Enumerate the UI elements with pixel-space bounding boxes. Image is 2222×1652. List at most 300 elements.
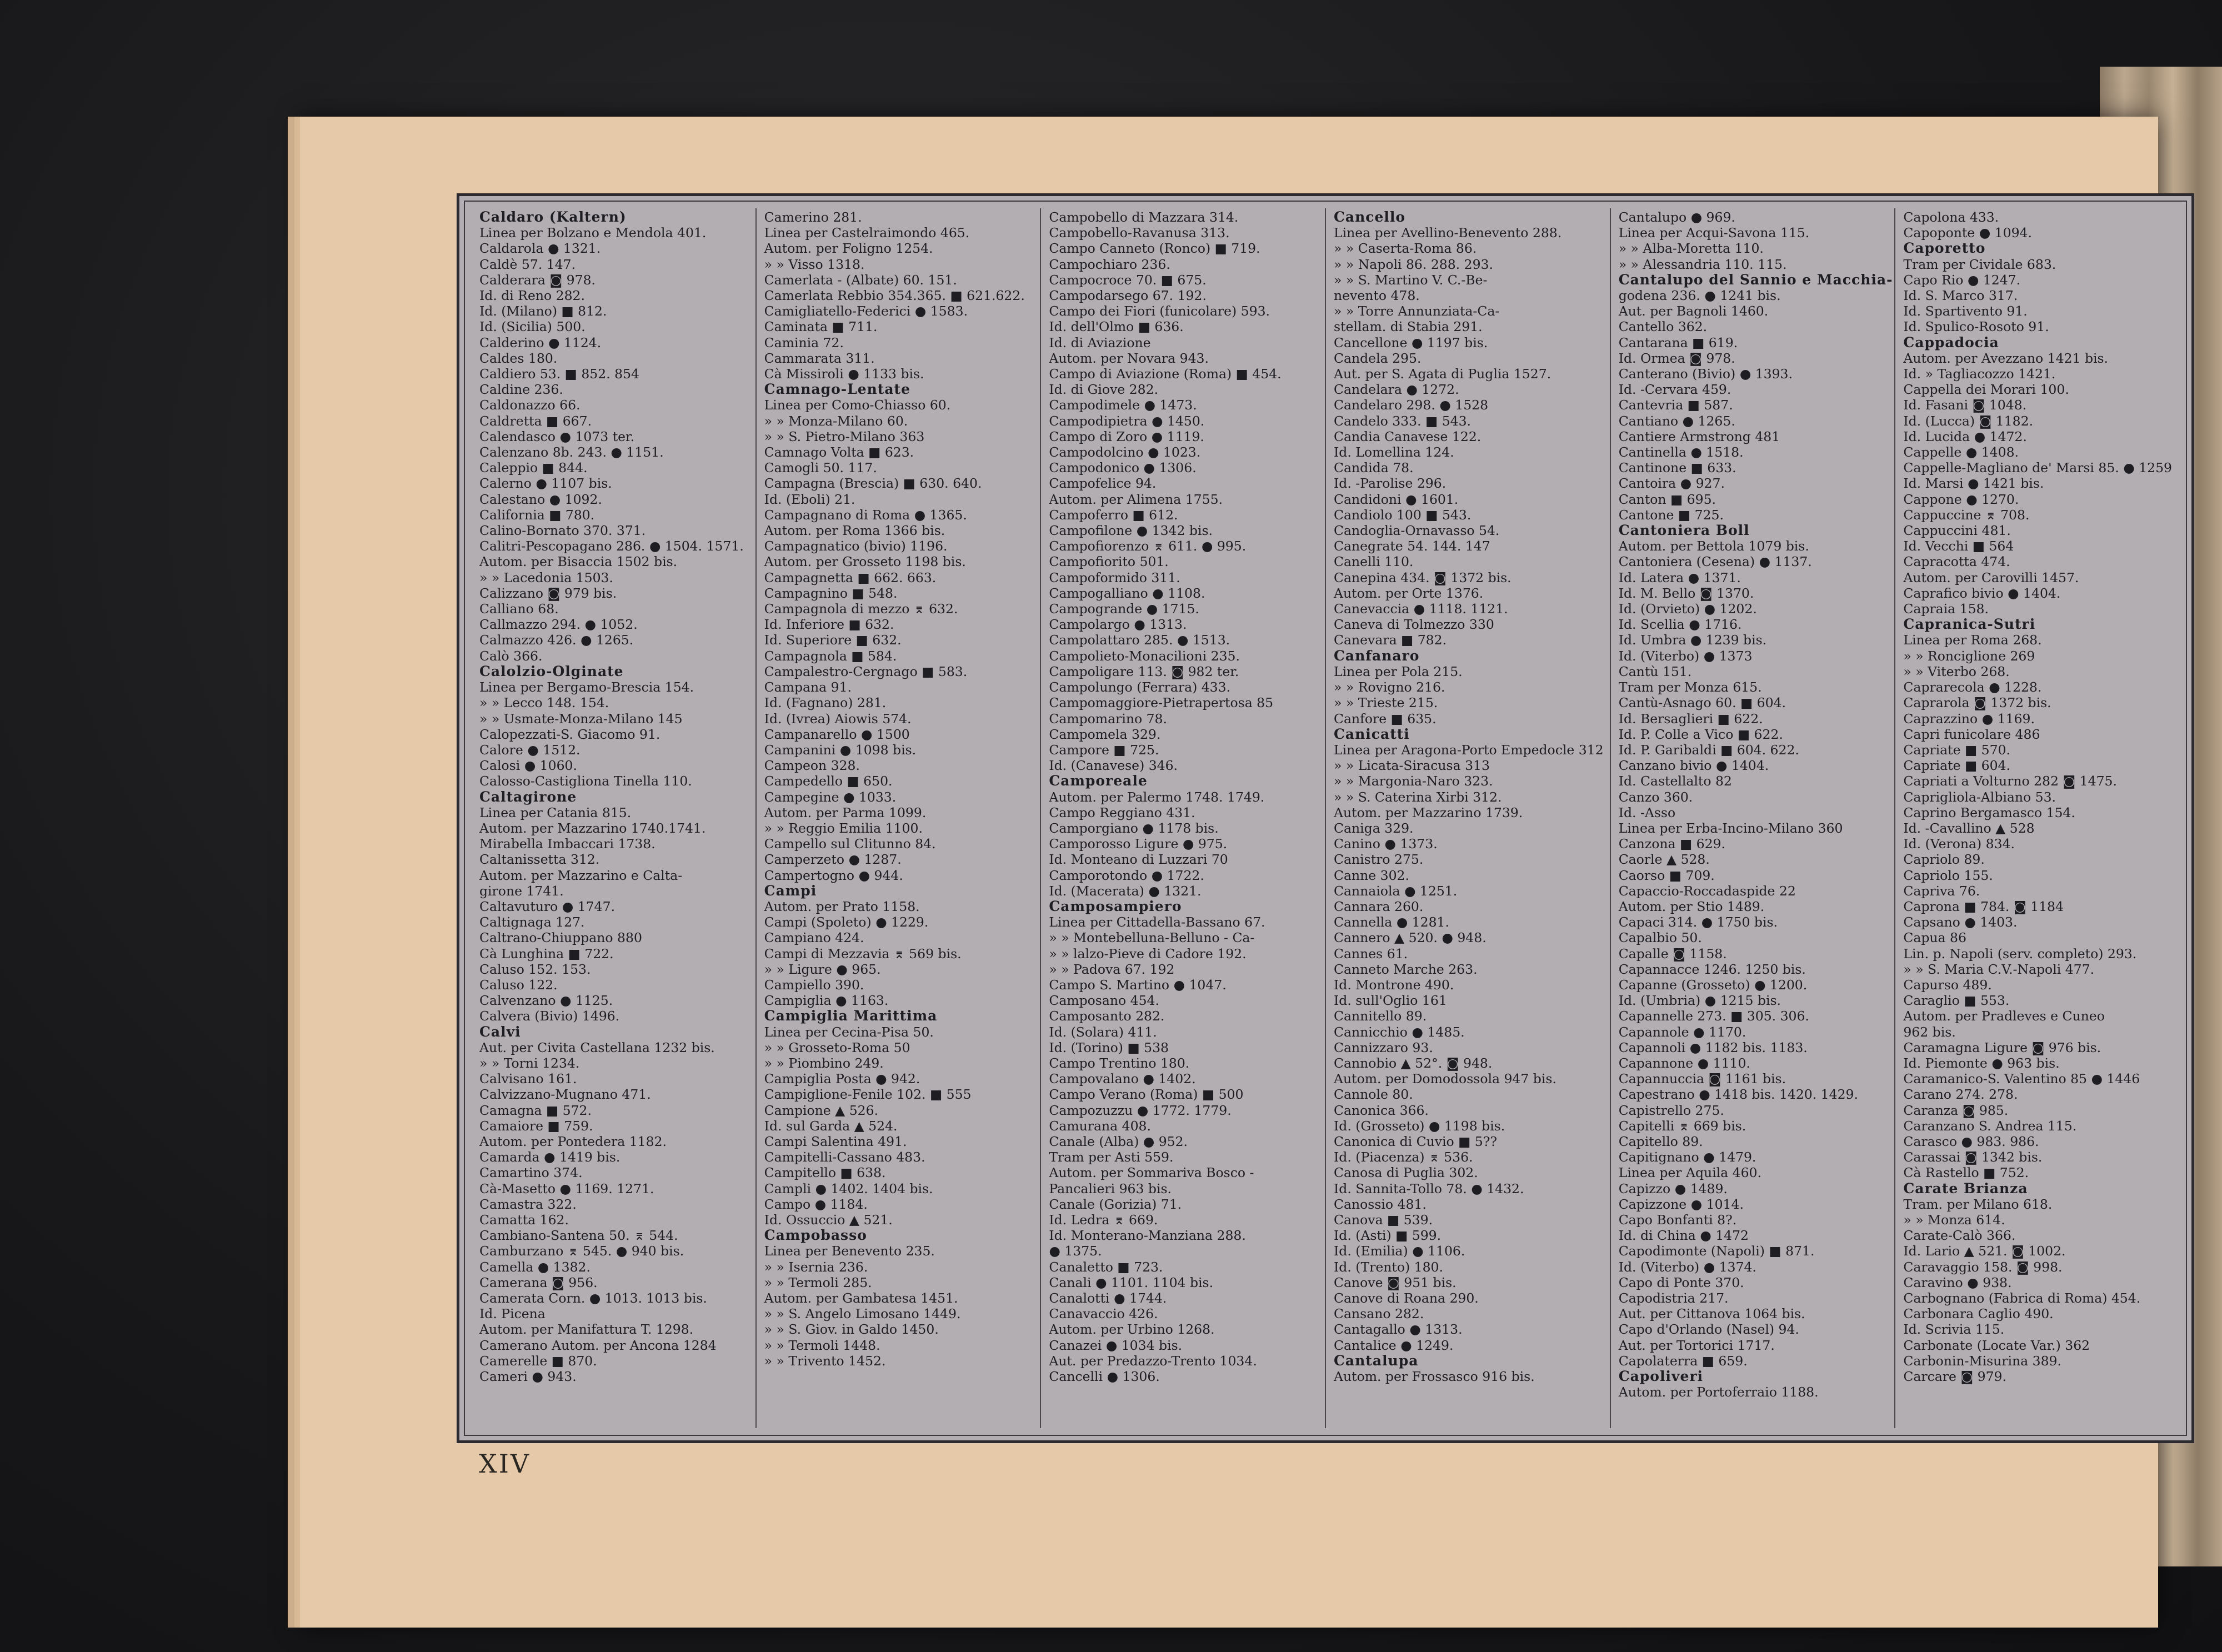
index-entry: Candiolo 100 ■ 543.: [1334, 507, 1472, 523]
index-entry: » » S. Giov. in Galdo 1450.: [764, 1321, 939, 1338]
index-entry: » » S. Pietro-Milano 363: [764, 428, 925, 444]
index-entry: Id. Inferiore ■ 632.: [764, 617, 894, 633]
index-entry: Capo d'Orlando (Nasel) 94.: [1618, 1321, 1799, 1338]
index-entry: Cameri ● 943.: [479, 1369, 577, 1385]
index-entry: Cannes 61.: [1334, 945, 1408, 962]
index-entry: Campello sul Clitunno 84.: [764, 836, 936, 852]
index-entry: Capsano ● 1403.: [1903, 914, 2018, 930]
index-entry: Autom. per Gambatesa 1451.: [764, 1290, 958, 1306]
index-entry: Aut. per Cittanova 1064 bis.: [1618, 1306, 1805, 1322]
index-entry: Id. -Asso: [1618, 804, 1676, 820]
index-entry: Id. Umbra ● 1239 bis.: [1618, 632, 1767, 648]
index-entry: Campiglia Posta ● 942.: [764, 1071, 920, 1087]
index-entry: Capaci 314. ● 1750 bis.: [1618, 914, 1778, 930]
index-entry: Cappuccine ⌆ 708.: [1903, 507, 2030, 523]
index-entry: Autom. per Grosseto 1198 bis.: [764, 554, 966, 570]
index-entry: Id. Piemonte ● 963 bis.: [1903, 1055, 2060, 1071]
index-entry: Campogrande ● 1715.: [1049, 601, 1199, 617]
index-entry: Calosso-Castigliona Tinella 110.: [479, 773, 692, 789]
index-entry: Linea per Castelraimondo 465.: [764, 225, 970, 241]
index-entry: Caneva di Tolmezzo 330: [1334, 617, 1494, 633]
index-entry: Aut. per Bagnoli 1460.: [1618, 303, 1769, 319]
index-entry: Autom. per Palermo 1748. 1749.: [1049, 789, 1265, 805]
index-entry: Autom. per Domodossola 947 bis.: [1334, 1071, 1557, 1087]
index-entry: » » Torni 1234.: [479, 1055, 580, 1071]
index-entry: Campagnola ■ 584.: [764, 648, 897, 664]
index-entry: Camposanto 282.: [1049, 1008, 1165, 1024]
index-entry: Caminata ■ 711.: [764, 319, 878, 335]
index-entry: Campo S. Martino ● 1047.: [1049, 977, 1227, 993]
index-entry: Campodimele ● 1473.: [1049, 397, 1197, 413]
index-entry: Campagnano di Roma ● 1365.: [764, 507, 967, 523]
index-entry: Autom. per Roma 1366 bis.: [764, 523, 945, 539]
index-entry: Cantù 151.: [1618, 663, 1692, 679]
index-entry: » » Termoli 285.: [764, 1274, 872, 1290]
col-4: [1325, 208, 1610, 1428]
index-entry: Camperzeto ● 1287.: [764, 852, 902, 868]
index-entry: Camporeale: [1049, 773, 1148, 789]
index-entry: Campobello di Mazzara 314.: [1049, 209, 1239, 225]
index-entry: Linea per Avellino-Benevento 288.: [1334, 225, 1562, 241]
index-entry: Autom. per Bisaccia 1502 bis.: [479, 554, 678, 570]
index-entry: Capraia 158.: [1903, 601, 1989, 617]
index-entry: Autom. per Stio 1489.: [1618, 898, 1765, 914]
index-entry: Capracotta 474.: [1903, 554, 2010, 570]
index-entry: Carasco ● 983. 986.: [1903, 1133, 2039, 1149]
index-entry: Id. (Fagnano) 281.: [764, 695, 887, 711]
index-entry: Cà Lunghina ■ 722.: [479, 945, 614, 962]
index-entry: Cannitello 89.: [1334, 1008, 1427, 1024]
index-entry: Candelo 333. ■ 543.: [1334, 413, 1472, 429]
index-entry: Capistrello 275.: [1618, 1102, 1724, 1118]
index-entry: Cantoniera Boll: [1618, 522, 1750, 539]
index-entry: Id. Scrivia 115.: [1903, 1321, 2005, 1338]
index-entry: Camogli 50. 117.: [764, 460, 877, 476]
index-entry: » » Isernia 236.: [764, 1259, 868, 1275]
index-entry: » » Monza-Milano 60.: [764, 413, 908, 429]
index-entry: Carbonate (Locate Var.) 362: [1903, 1337, 2090, 1353]
index-entry: Candidoni ● 1601.: [1334, 491, 1459, 507]
index-entry: Id. di Giove 282.: [1049, 382, 1159, 398]
index-entry: Campofelice 94.: [1049, 475, 1157, 492]
index-entry: Cantinone ■ 633.: [1618, 460, 1736, 476]
index-entry: Caltrano-Chiuppano 880: [479, 930, 642, 946]
index-entry: Linea per Catania 815.: [479, 804, 632, 820]
index-entry: Cà-Masetto ● 1169. 1271.: [479, 1180, 654, 1197]
index-entry: Autom. per Parma 1099.: [764, 804, 927, 820]
index-entry: Tram. per Milano 618.: [1903, 1196, 2053, 1212]
index-entry: Campitelli-Cassano 483.: [764, 1149, 925, 1165]
index-entry: Id. di Reno 282.: [479, 288, 585, 304]
index-entry: Campedello ■ 650.: [764, 773, 893, 789]
index-entry: Cantagallo ● 1313.: [1334, 1321, 1463, 1338]
index-entry: Camposampiero: [1049, 898, 1182, 914]
index-entry: Campagnola di mezzo ⌆ 632.: [764, 601, 958, 617]
index-entry: Canonica di Cuvio ■ 5??: [1334, 1133, 1497, 1149]
index-entry: Id. Latera ● 1371.: [1618, 569, 1741, 585]
index-entry: Campoferro ■ 612.: [1049, 507, 1178, 523]
index-entry: Canton ■ 695.: [1618, 491, 1716, 507]
index-entry: Cannobio ▲ 52°. ◙ 948.: [1334, 1055, 1493, 1071]
index-entry: Campiello 390.: [764, 977, 864, 993]
index-entry: Autom. per Manifattura T. 1298.: [479, 1321, 694, 1338]
index-entry: Id. Superiore ■ 632.: [764, 632, 902, 648]
index-entry: » » Termoli 1448.: [764, 1337, 880, 1353]
index-entry: Calderara ◙ 978.: [479, 272, 596, 288]
index-entry: Canove di Roana 290.: [1334, 1290, 1479, 1306]
index-entry: Campo Trentino 180.: [1049, 1055, 1190, 1071]
index-entry: Capo di Ponte 370.: [1618, 1274, 1744, 1290]
index-entry: Cantone ■ 725.: [1618, 507, 1724, 523]
index-entry: Id. Picena: [479, 1306, 546, 1322]
index-entry: Candia Canavese 122.: [1334, 428, 1482, 444]
index-entry: » » Piombino 249.: [764, 1055, 884, 1071]
index-entry: Capodimonte (Napoli) ■ 871.: [1618, 1243, 1815, 1259]
index-entry: Id. Monteano di Luzzari 70: [1049, 852, 1228, 868]
index-entry: Canneto Marche 263.: [1334, 961, 1478, 977]
index-entry: Autom. per Mazzarino 1739.: [1334, 804, 1523, 820]
index-entry: Caltanissetta 312.: [479, 852, 600, 868]
index-entry: Id. Ormea ◙ 978.: [1618, 350, 1735, 366]
index-entry: Campo di Zoro ● 1119.: [1049, 428, 1204, 444]
index-entry: Id. sul Garda ▲ 524.: [764, 1118, 898, 1134]
index-entry: Campovalano ● 1402.: [1049, 1071, 1196, 1087]
index-entry: Aut. per Predazzo-Trento 1034.: [1049, 1353, 1257, 1369]
index-entry: Autom. per Urbino 1268.: [1049, 1321, 1215, 1338]
index-entry: Camerana ◙ 956.: [479, 1274, 598, 1290]
index-entry: Camarda ● 1419 bis.: [479, 1149, 620, 1165]
index-entry: Id. -Parolise 296.: [1334, 475, 1447, 492]
index-entry: Aut. per Tortorici 1717.: [1618, 1337, 1775, 1353]
index-entry: Campobello-Ravanusa 313.: [1049, 225, 1230, 241]
index-entry: Canfore ■ 635.: [1334, 710, 1437, 727]
index-entry: Cannero ▲ 520. ● 948.: [1334, 930, 1487, 946]
index-entry: Id. sull'Oglio 161: [1334, 993, 1447, 1009]
index-entry: Capannacce 1246. 1250 bis.: [1618, 961, 1806, 977]
index-entry: Id. (Viterbo) ● 1373: [1618, 648, 1753, 664]
index-entry: Id. (Ivrea) Aiowis 574.: [764, 710, 912, 727]
index-entry: Id. Montrone 490.: [1334, 977, 1454, 993]
index-entry: Campagnatico (bivio) 1196.: [764, 538, 948, 554]
index-entry: Canavaccio 426.: [1049, 1306, 1158, 1322]
index-entry: Linea per Cecina-Pisa 50.: [764, 1024, 934, 1040]
index-entry: » » S. Angelo Limosano 1449.: [764, 1306, 961, 1322]
index-entry: Autom. per Foligno 1254.: [764, 241, 933, 257]
index-entry: Caporetto: [1903, 240, 1986, 257]
index-entry: Caranza ◙ 985.: [1903, 1102, 2009, 1118]
index-entry: Linea per Bolzano e Mendola 401.: [479, 225, 707, 241]
index-entry: Id. (Solara) 411.: [1049, 1024, 1157, 1040]
index-entry: Cancelli ● 1306.: [1049, 1369, 1160, 1385]
index-entry: Id. P. Colle a Vico ■ 622.: [1618, 726, 1783, 742]
index-entry: Cantoira ● 927.: [1618, 475, 1725, 492]
index-entry: Carassai ◙ 1342 bis.: [1903, 1149, 2043, 1165]
index-entry: Capo Rio ● 1247.: [1903, 272, 2021, 288]
index-entry: Campitello ■ 638.: [764, 1165, 886, 1181]
index-entry: Campeon 328.: [764, 758, 860, 774]
index-entry: Campli ● 1402. 1404 bis.: [764, 1180, 933, 1197]
index-entry: Cannaiola ● 1251.: [1334, 883, 1458, 899]
index-entry: Id. (Verona) 834.: [1903, 836, 2015, 852]
index-entry: Campanini ● 1098 bis.: [764, 742, 917, 758]
index-entry: Cantalupo del Sannio e Macchia-: [1618, 271, 1893, 288]
index-entry: Camagna ■ 572.: [479, 1102, 592, 1118]
index-entry: Canove ◙ 951 bis.: [1334, 1274, 1457, 1290]
index-entry: Id. Scellia ● 1716.: [1618, 617, 1742, 633]
index-entry: » » Viterbo 268.: [1903, 663, 2010, 679]
index-entry: Autom. per Carovilli 1457.: [1903, 569, 2079, 585]
index-entry: Canne 302.: [1334, 867, 1409, 883]
index-entry: Campi di Mezzavia ⌆ 569 bis.: [764, 945, 962, 962]
index-entry: Canale (Alba) ● 952.: [1049, 1133, 1188, 1149]
index-entry: Capizzo ● 1489.: [1618, 1180, 1728, 1197]
index-entry: Campo Reggiano 431.: [1049, 804, 1195, 820]
index-entry: Capoliveri: [1618, 1368, 1704, 1385]
index-entry: Cantiano ● 1265.: [1618, 413, 1735, 429]
index-entry: Caraglio ■ 553.: [1903, 993, 2010, 1009]
index-entry: Canossio 481.: [1334, 1196, 1427, 1212]
index-entry: Id. Vecchi ■ 564: [1903, 538, 2014, 554]
index-entry: Id. Lucida ● 1472.: [1903, 428, 2027, 444]
index-entry: Campomela 329.: [1049, 726, 1161, 742]
index-entry: Canistro 275.: [1334, 852, 1424, 868]
index-entry: Autom. per Orte 1376.: [1334, 585, 1484, 601]
index-entry: Cantevria ■ 587.: [1618, 397, 1733, 413]
index-entry: Id. (Piacenza) ⌆ 536.: [1334, 1149, 1473, 1165]
index-entry: Cannizzaro 93.: [1334, 1039, 1433, 1055]
index-entry: Capitelli ⌆ 669 bis.: [1618, 1118, 1746, 1134]
index-entry: » » S. Maria C.V.-Napoli 477.: [1903, 961, 2095, 977]
index-entry: Calerno ● 1107 bis.: [479, 475, 612, 492]
index-entry: Autom. per Frossasco 916 bis.: [1334, 1369, 1535, 1385]
index-entry: Calosi ● 1060.: [479, 758, 577, 774]
index-entry: Capalle ◙ 1158.: [1618, 945, 1727, 962]
index-entry: Campofiorenzo ⌆ 611. ● 995.: [1049, 538, 1247, 554]
index-entry: Campodipietra ● 1450.: [1049, 413, 1205, 429]
index-entry: Canali ● 1101. 1104 bis.: [1049, 1274, 1214, 1290]
index-entry: California ■ 780.: [479, 507, 595, 523]
index-entry: Id. (Orvieto) ● 1202.: [1618, 601, 1757, 617]
index-entry: Caltignaga 127.: [479, 914, 585, 930]
index-entry: Campolungo (Ferrara) 433.: [1049, 679, 1231, 695]
index-entry: Calenzano 8b. 243. ● 1151.: [479, 444, 664, 460]
index-entry: » » Margonia-Naro 323.: [1334, 773, 1493, 789]
index-entry: Autom. per Avezzano 1421 bis.: [1903, 350, 2109, 366]
index-entry: Campodarsego 67. 192.: [1049, 288, 1207, 304]
index-entry: Cannella ● 1281.: [1334, 914, 1449, 930]
index-entry: Cantù-Asnago 60. ■ 604.: [1618, 695, 1786, 711]
index-entry: Mirabella Imbaccari 1738.: [479, 836, 655, 852]
index-entry: Autom. per Novara 943.: [1049, 350, 1209, 366]
index-entry: Capannoli ● 1182 bis. 1183.: [1618, 1039, 1808, 1055]
index-entry: Id. Lario ▲ 521. ◙ 1002.: [1903, 1243, 2066, 1259]
index-entry: Linea per Como-Chiasso 60.: [764, 397, 951, 413]
index-entry: Carbognano (Fabrica di Roma) 454.: [1903, 1290, 2141, 1306]
index-entry: Linea per Acqui-Savona 115.: [1618, 225, 1810, 241]
index-entry: » » S. Caterina Xirbi 312.: [1334, 789, 1502, 805]
index-entry: Capriati a Volturno 282 ◙ 1475.: [1903, 773, 2117, 789]
index-entry: Campo di Aviazione (Roma) ■ 454.: [1049, 366, 1282, 382]
index-entry: Caprazzino ● 1169.: [1903, 710, 2035, 727]
index-entry: Capannole ● 1170.: [1618, 1024, 1746, 1040]
index-entry: Campo Verano (Roma) ■ 500: [1049, 1087, 1244, 1103]
index-entry: Id. M. Bello ◙ 1370.: [1618, 585, 1754, 601]
index-entry: Canelli 110.: [1334, 554, 1414, 570]
index-entry: Caprarecola ● 1228.: [1903, 679, 2042, 695]
index-entry: Cantalice ● 1249.: [1334, 1337, 1454, 1353]
index-entry: Cannicchio ● 1485.: [1334, 1024, 1465, 1040]
index-entry: » » Trieste 215.: [1334, 695, 1438, 711]
index-entry: » » Padova 67. 192: [1049, 961, 1175, 977]
index-entry: Canaletto ■ 723.: [1049, 1259, 1163, 1275]
index-entry: Calitri-Pescopagano 286. ● 1504. 1571.: [479, 538, 744, 554]
index-entry: Linea per Aragona-Porto Empedocle 312: [1334, 742, 1604, 758]
index-entry: Cannara 260.: [1334, 898, 1424, 914]
index-entry: Caldaro (Kaltern): [479, 209, 627, 225]
index-entry: Aut. per Civita Castellana 1232 bis.: [479, 1039, 715, 1055]
index-entry: » » Rovigno 216.: [1334, 679, 1445, 695]
index-entry: godena 236. ● 1241 bis.: [1618, 288, 1781, 304]
index-entry: Campofilone ● 1342 bis.: [1049, 523, 1213, 539]
index-entry: Autom. per Sommariva Bosco -: [1049, 1165, 1254, 1181]
index-entry: » » Caserta-Roma 86.: [1334, 241, 1477, 257]
index-entry: Capestrano ● 1418 bis. 1420. 1429.: [1618, 1087, 1858, 1103]
index-entry: Caorle ▲ 528.: [1618, 852, 1710, 868]
index-entry: Id. Sannita-Tollo 78. ● 1432.: [1334, 1180, 1524, 1197]
index-entry: Id. Lomellina 124.: [1334, 444, 1454, 460]
index-entry: » » Torre Annunziata-Ca-: [1334, 303, 1500, 319]
index-entry: Canova ■ 539.: [1334, 1212, 1433, 1228]
index-entry: Carcare ◙ 979.: [1903, 1369, 2006, 1385]
index-entry: Calliano 68.: [479, 601, 559, 617]
index-entry: Caltavuturo ● 1747.: [479, 898, 615, 914]
index-entry: Id. Monterano-Manziana 288.: [1049, 1228, 1246, 1244]
index-entry: Cappella dei Morari 100.: [1903, 382, 2069, 398]
index-entry: Id. dell'Olmo ■ 636.: [1049, 319, 1184, 335]
index-entry: Cansano 282.: [1334, 1306, 1424, 1322]
index-entry: Capriate ■ 570.: [1903, 742, 2010, 758]
index-entry: Id. (Asti) ■ 599.: [1334, 1228, 1442, 1244]
index-entry: Cantarana ■ 619.: [1618, 334, 1738, 351]
index-entry: Caravaggio 158. ◙ 998.: [1903, 1259, 2063, 1275]
index-entry: Linea per Benevento 235.: [764, 1243, 935, 1259]
index-entry: Capanne (Grosseto) ● 1200.: [1618, 977, 1808, 993]
index-entry: Tram per Monza 615.: [1618, 679, 1762, 695]
index-entry: Caldretta ■ 667.: [479, 413, 592, 429]
index-entry: Carbonin-Misurina 389.: [1903, 1353, 2061, 1369]
index-entry: Callmazzo 294. ● 1052.: [479, 617, 638, 633]
index-entry: Cantalupo ● 969.: [1618, 209, 1735, 225]
index-entry: » » Trivento 1452.: [764, 1353, 886, 1369]
index-entry: Caorso ■ 709.: [1618, 867, 1715, 883]
index-entry: Caldonazzo 66.: [479, 397, 580, 413]
index-entry: Camella ● 1382.: [479, 1259, 590, 1275]
index-entry: Capriate ■ 604.: [1903, 758, 2010, 774]
index-entry: Campagnetta ■ 662. 663.: [764, 569, 937, 585]
index-entry: Carano 274. 278.: [1903, 1087, 2018, 1103]
index-entry: Caltagirone: [479, 788, 577, 805]
index-entry: Cappelle-Magliano de' Marsi 85. ● 1259: [1903, 460, 2172, 476]
index-entry: Capranica-Sutri: [1903, 616, 2036, 633]
index-entry: Campagna (Brescia) ■ 630. 640.: [764, 475, 982, 492]
index-entry: Camerino 281.: [764, 209, 862, 225]
index-entry: Camastra 322.: [479, 1196, 577, 1212]
index-entry: Canazei ● 1034 bis.: [1049, 1337, 1183, 1353]
index-entry: girone 1741.: [479, 883, 564, 899]
index-entry: Aut. per S. Agata di Puglia 1527.: [1334, 366, 1552, 382]
index-entry: » » Lecco 148. 154.: [479, 695, 609, 711]
index-entry: Caldine 236.: [479, 382, 563, 398]
index-entry: » » Grosseto-Roma 50: [764, 1039, 910, 1055]
index-entry: Linea per Cittadella-Bassano 67.: [1049, 914, 1265, 930]
index-entry: Candelaro 298. ● 1528: [1334, 397, 1489, 413]
index-entry: Capo Bonfanti 8?.: [1618, 1212, 1737, 1228]
index-entry: Cappone ● 1270.: [1903, 491, 2019, 507]
index-entry: Campolieto-Monacilioni 235.: [1049, 648, 1240, 664]
index-entry: Capurso 489.: [1903, 977, 1992, 993]
index-entry: Caprino Bergamasco 154.: [1903, 804, 2075, 820]
index-entry: Campo ● 1184.: [764, 1196, 868, 1212]
index-entry: Campiglione-Fenile 102. ■ 555: [764, 1087, 972, 1103]
index-entry: Candoglia-Ornavasso 54.: [1334, 523, 1500, 539]
index-entry: Id. Fasani ◙ 1048.: [1903, 397, 2027, 413]
index-entry: Linea per Aquila 460.: [1618, 1165, 1761, 1181]
index-entry: Campana 91.: [764, 679, 852, 695]
index-entry: Autom. per Bettola 1079 bis.: [1618, 538, 1809, 554]
index-entry: Canale (Gorizia) 71.: [1049, 1196, 1182, 1212]
index-entry: Id. (Canavese) 346.: [1049, 758, 1178, 774]
index-entry: Canepina 434. ◙ 1372 bis.: [1334, 569, 1512, 585]
index-entry: Campomaggiore-Pietrapertosa 85: [1049, 695, 1274, 711]
index-entry: Caniga 329.: [1334, 820, 1414, 836]
index-entry: Caldè 57. 147.: [479, 256, 576, 272]
index-entry: Id. S. Marco 317.: [1903, 288, 2018, 304]
index-entry: Id. (Umbria) ● 1215 bis.: [1618, 993, 1781, 1009]
index-entry: Campozuzzu ● 1772. 1779.: [1049, 1102, 1232, 1118]
index-entry: » » Licata-Siracusa 313: [1334, 758, 1490, 774]
index-entry: Id. P. Garibaldi ■ 604. 622.: [1618, 742, 1799, 758]
index-entry: » » Montebelluna-Belluno - Ca-: [1049, 930, 1255, 946]
index-entry: Tram per Cividale 683.: [1903, 256, 2056, 272]
index-entry: Campodonico ● 1306.: [1049, 460, 1197, 476]
index-entry: Id. Spulico-Rosoto 91.: [1903, 319, 2049, 335]
index-entry: Canicatti: [1334, 725, 1410, 742]
index-entry: Campi (Spoleto) ● 1229.: [764, 914, 929, 930]
index-entry: Campoformido 311.: [1049, 569, 1180, 585]
index-entry: Cà Rastello ■ 752.: [1903, 1165, 2029, 1181]
index-entry: Campolargo ● 1313.: [1049, 617, 1187, 633]
index-entry: Caramanico-S. Valentino 85 ● 1446: [1903, 1071, 2140, 1087]
index-entry: Campochiaro 236.: [1049, 256, 1170, 272]
index-entry: Lin. p. Napoli (serv. completo) 293.: [1903, 945, 2137, 962]
index-entry: Capodistria 217.: [1618, 1290, 1729, 1306]
col-6: [1894, 208, 2179, 1428]
index-entry: Camaiore ■ 759.: [479, 1118, 593, 1134]
index-entry: » » Ronciglione 269: [1903, 648, 2035, 664]
index-entry: Campo Canneto (Ronco) ■ 719.: [1049, 241, 1260, 257]
index-entry: Camporosso Ligure ● 975.: [1049, 836, 1228, 852]
index-entry: Canevaccia ● 1118. 1121.: [1334, 601, 1508, 617]
index-entry: Camartino 374.: [479, 1165, 583, 1181]
index-entry: Calmazzo 426. ● 1265.: [479, 632, 634, 648]
index-entry: » » Ligure ● 965.: [764, 961, 881, 977]
index-entry: Calizzano ◙ 979 bis.: [479, 585, 617, 601]
index-entry: Camburzano ⌆ 545. ● 940 bis.: [479, 1243, 684, 1259]
index-entry: Linea per Bergamo-Brescia 154.: [479, 679, 694, 695]
index-entry: Campiano 424.: [764, 930, 864, 946]
index-entry: Calvera (Bivio) 1496.: [479, 1008, 620, 1024]
index-entry: Camnago-Lentate: [764, 381, 910, 398]
